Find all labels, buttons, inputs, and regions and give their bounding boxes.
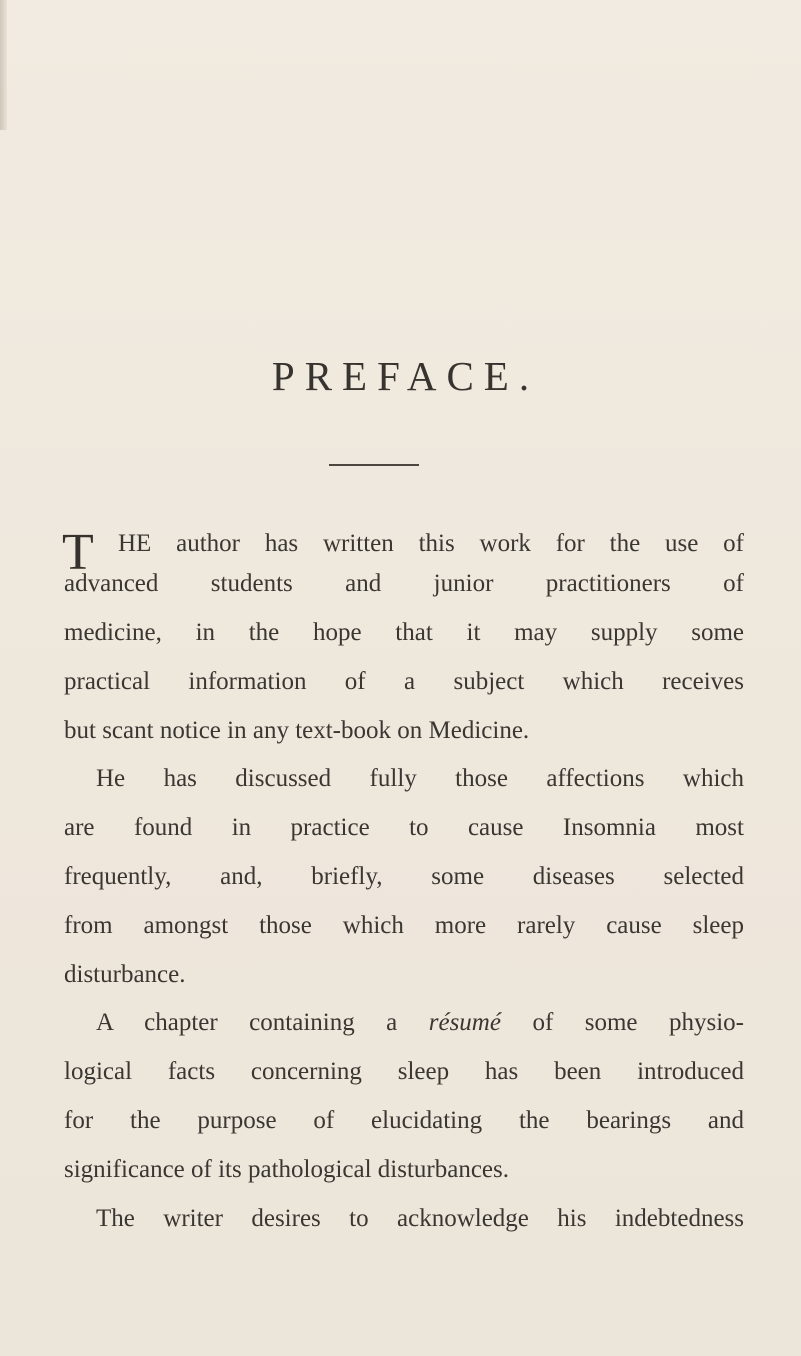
text-line: frequently, and, briefly, some diseases selected [64, 863, 744, 890]
drop-cap: T [62, 524, 94, 581]
page-title: PREFACE. [271, 353, 540, 399]
text-line: logical facts concerning sleep has been introduced [64, 1058, 744, 1085]
text-line: significance of its pathological disturbances. [64, 1156, 510, 1183]
text-line: for the purpose of elucidating the bearings and [64, 1107, 744, 1134]
text-line: medicine, in the hope that it may supply some [64, 619, 744, 646]
page-edge-shadow [0, 0, 7, 130]
text-segment: of some physio- [500, 1009, 744, 1036]
text-line: advanced students and junior practitioners of [64, 570, 744, 597]
text-line: HE author has written this work for the use of [118, 530, 744, 557]
text-line: but scant notice in any text-book on Medicine. [64, 717, 530, 744]
text-line: He has discussed fully those affections which [96, 765, 744, 792]
title-rule [329, 464, 419, 466]
text-line: are found in practice to cause Insomnia most [64, 814, 744, 841]
italic-term: résumé [428, 1009, 501, 1036]
text-segment: A chapter containing a [96, 1009, 429, 1036]
text-line: from amongst those which more rarely cause sleep [64, 912, 744, 939]
text-line [96, 1010, 744, 1035]
text-line: practical information of a subject which receives [64, 668, 744, 695]
text-line: disturbance. [64, 961, 186, 988]
text-line: The writer desires to acknowledge his indebtedness [96, 1205, 744, 1232]
